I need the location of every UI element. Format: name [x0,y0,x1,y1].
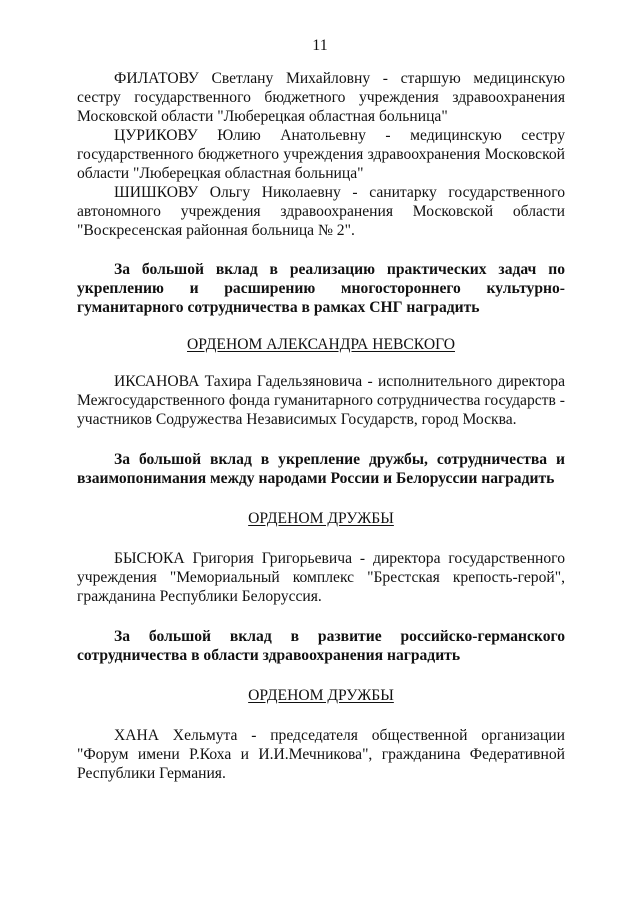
spacer [77,317,565,335]
award-reason-heading: За большой вклад в развитие российско-германского сотрудничества в области здравоохранения наградить [77,628,565,664]
spacer [77,705,565,726]
award-reason-heading: За большой вклад в укрепление дружбы, сотрудничества и взаимопонимания между народами России и Белоруссии наградить [77,451,565,487]
page-number: 11 [312,37,328,54]
order-title: ОРДЕНОМ ДРУЖБЫ [248,687,394,704]
award-entry-filatova: ФИЛАТОВУ Светлану Михайловну - старшую медицинскую сестру государственного бюджетного учреждения здравоохранения Московской области "Люберецкая областная больница" [77,70,565,125]
award-reason-heading: За большой вклад в реализацию практических задач по укреплению и расширению многостороннего культурно-гуманитарного сотрудничества в рамках СНГ наградить [77,261,565,316]
order-title: ОРДЕНОМ АЛЕКСАНДРА НЕВСКОГО [187,336,455,353]
spacer [77,240,565,260]
spacer [77,488,565,509]
award-entry-tsurikova: ЦУРИКОВУ Юлию Анатольевну - медицинскую сестру государственного бюджетного учреждения здравоохранения Московской области "Люберецкая областная больница" [77,127,565,182]
spacer [77,528,565,549]
award-entry-bysyuk: БЫСЮКА Григория Григорьевича - директора государственного учреждения "Мемориальный комплекс "Брестская крепость-герой", гражданина Республики Белоруссия. [77,550,565,605]
award-entry-shishkova: ШИШКОВУ Ольгу Николаевну - санитарку государственного автономного учреждения здравоохранения Московской области "Воскресенская районная больница № 2". [77,184,565,239]
spacer [77,354,565,372]
order-title: ОРДЕНОМ ДРУЖБЫ [248,510,394,527]
spacer [77,429,565,450]
spacer [77,665,565,686]
spacer [77,606,565,627]
award-entry-khan: ХАНА Хельмута - председателя общественной организации "Форум имени Р.Коха и И.И.Мечникова", гражданина Федеративной Республики Германия. [77,727,565,782]
award-entry-iksanov: ИКСАНОВА Тахира Гадельзяновича - исполнительного директора Межгосударственного фонда гуманитарного сотрудничества государств - участников Содружества Независимых Государств, город Москва. [77,373,565,428]
document-body [77,69,565,783]
